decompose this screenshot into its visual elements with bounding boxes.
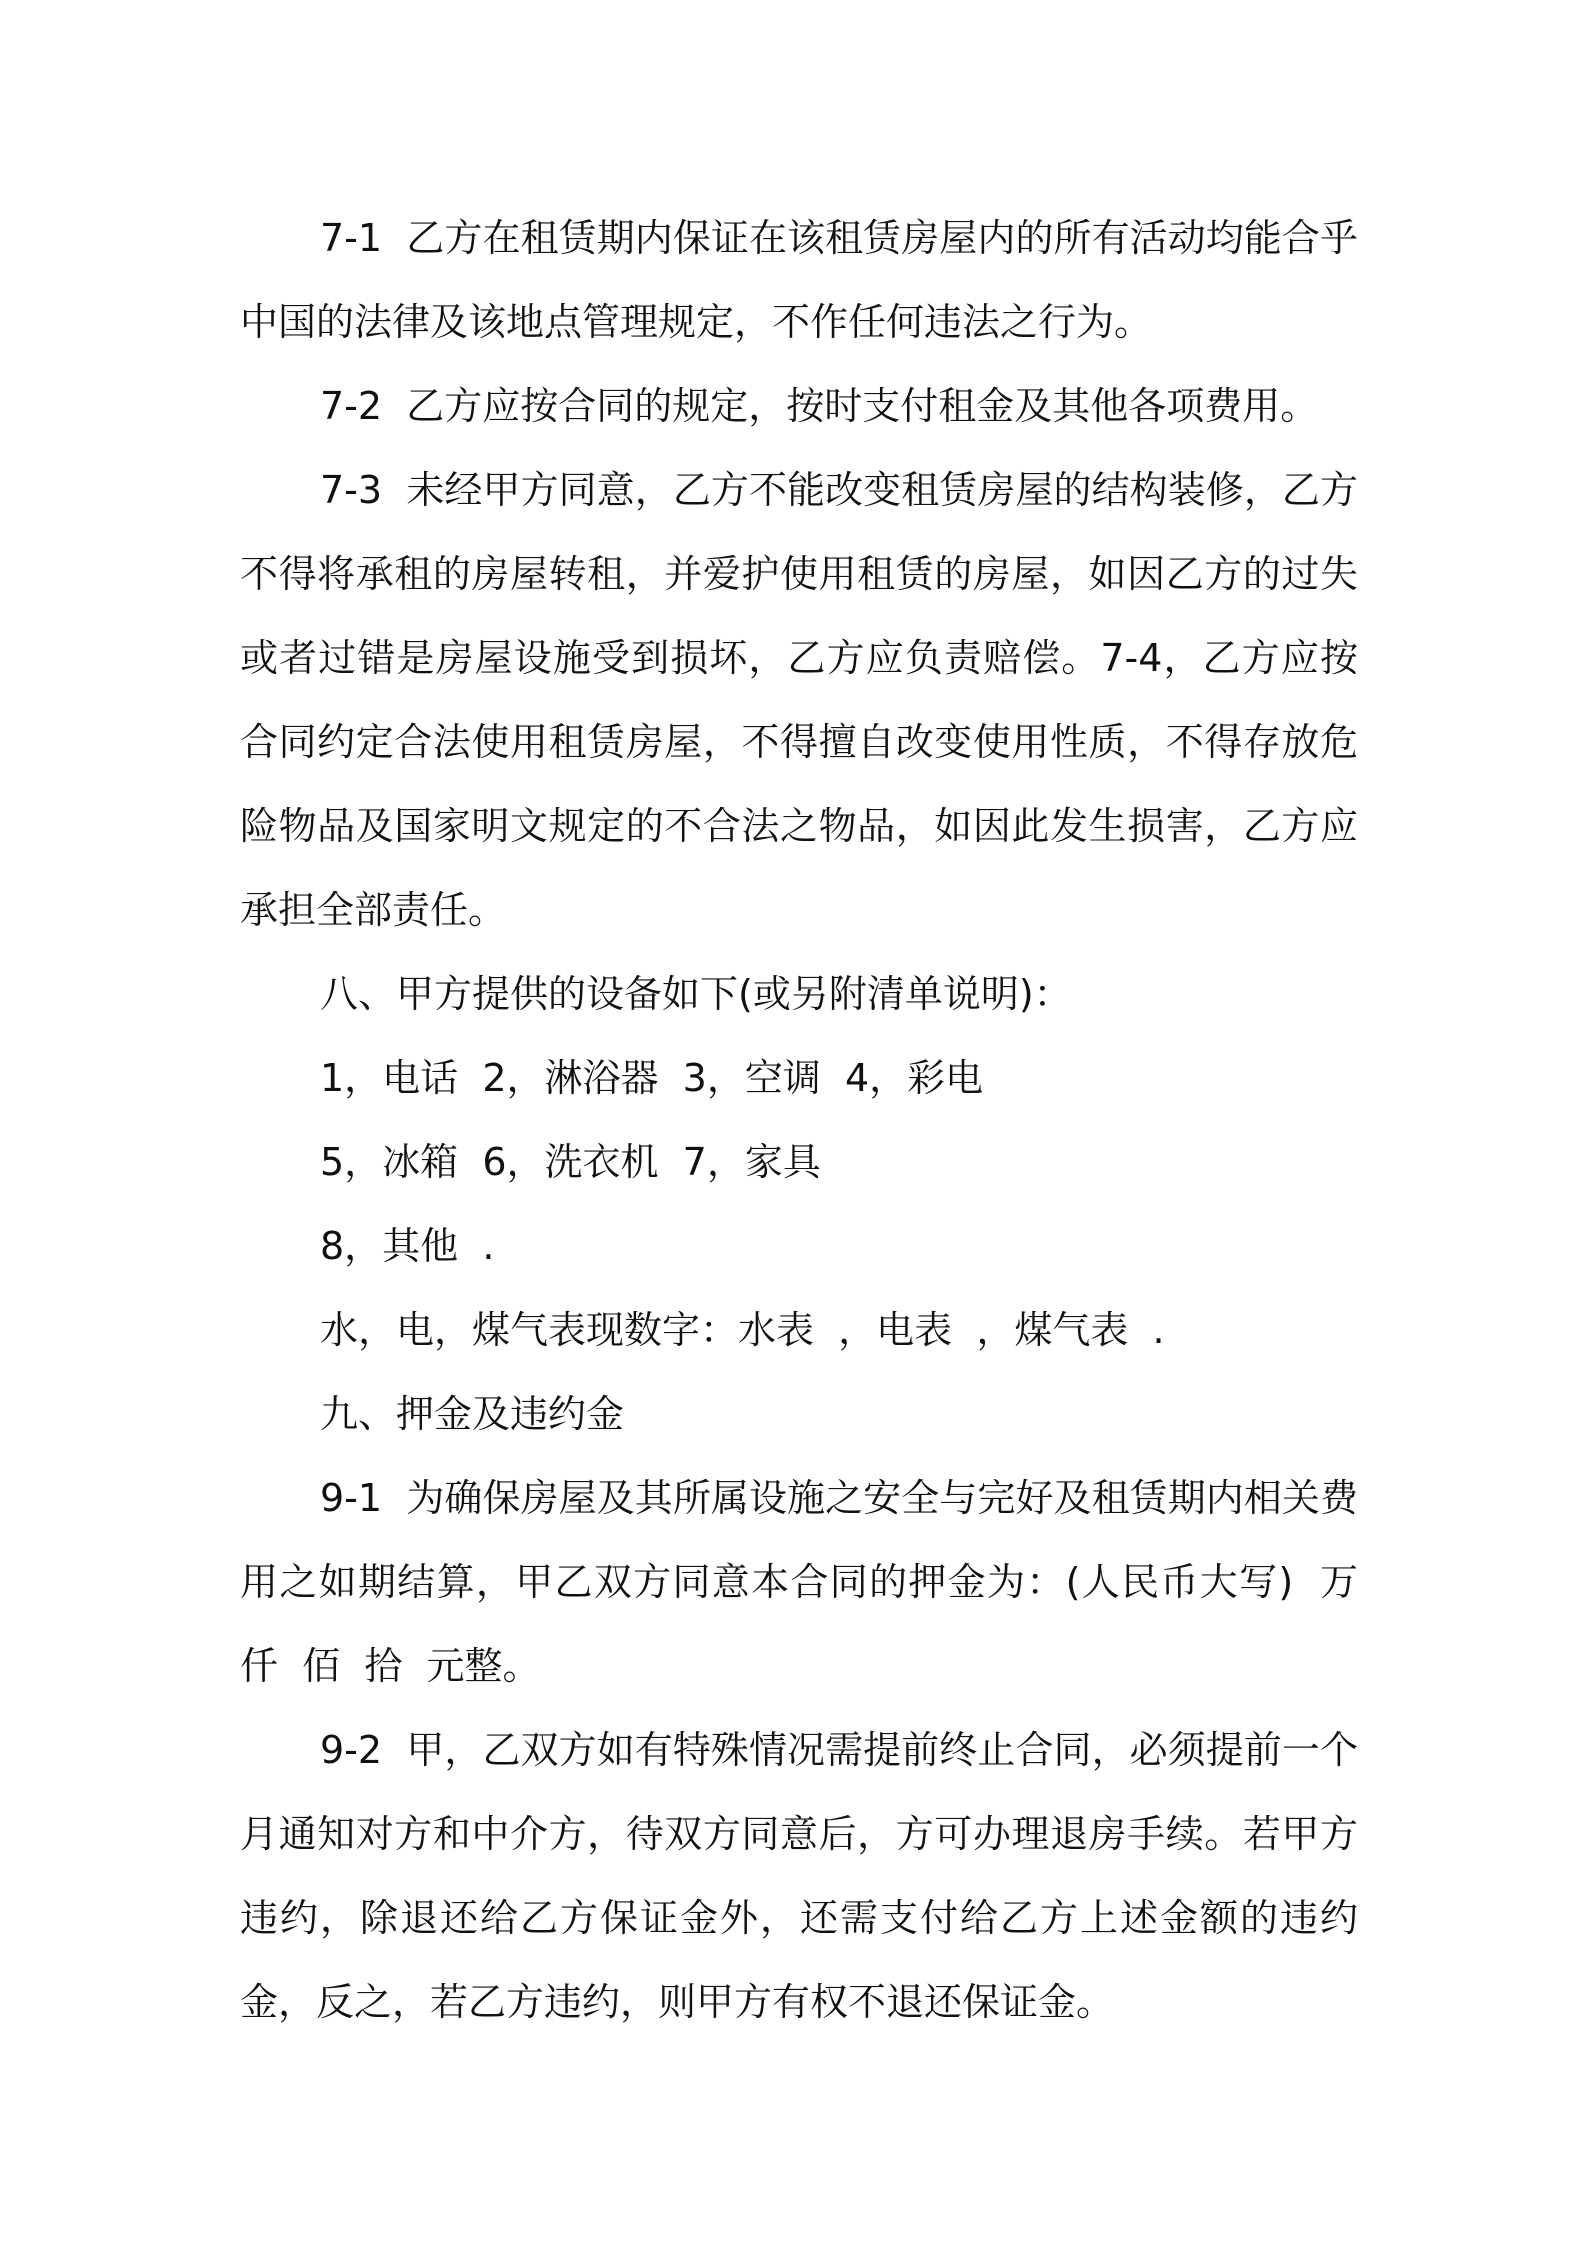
meter-readings: 水，电，煤气表现数字：水表 ，电表 ，煤气表 . — [320, 1308, 1165, 1352]
clause-9-1: 9-1 为确保房屋及其所属设施之安全与完好及租赁期内相关费用之如期结算，甲乙双方同意本合同的押金为：(人民币大写) 万 仟 佰 拾 元整。 — [240, 1476, 1383, 1688]
clause-7-3-7-4: 7-3 未经甲方同意，乙方不能改变租赁房屋的结构装修，乙方不得将承租的房屋转租，并爱护使用租赁的房屋，如因乙方的过失或者过错是房屋设施受到损坏，乙方应负责赔偿。7-4，乙方应按合同约定合法使用租赁房屋，不得擅自改变使用性质，不得存放危险物品及国家明文规定的不合法之物品，如因此发生损害，乙方应承担全部责任。 — [240, 468, 1358, 932]
equipment-list-line-3: 8，其他 . — [320, 1224, 495, 1268]
clause-7-1: 7-1 乙方在租赁期内保证在该租赁房屋内的所有活动均能合乎中国的法律及该地点管理规定，不作任何违法之行为。 — [240, 216, 1358, 344]
equipment-list-line-1: 1，电话 2，淋浴器 3，空调 4，彩电 — [320, 1056, 984, 1100]
document-body — [240, 196, 1383, 2044]
equipment-list-line-2: 5，冰箱 6，洗衣机 7，家具 — [320, 1140, 821, 1184]
section-8-heading: 八、甲方提供的设备如下(或另附清单说明)： — [320, 972, 1072, 1016]
clause-9-2: 9-2 甲，乙双方如有特殊情况需提前终止合同，必须提前一个月通知对方和中介方，待双方同意后，方可办理退房手续。若甲方违约，除退还给乙方保证金外，还需支付给乙方上述金额的违约金，反之，若乙方违约，则甲方有权不退还保证金。 — [240, 1728, 1358, 2024]
clause-7-2: 7-2 乙方应按合同的规定，按时支付租金及其他各项费用。 — [320, 384, 1319, 428]
section-9-heading: 九、押金及违约金 — [320, 1392, 625, 1436]
